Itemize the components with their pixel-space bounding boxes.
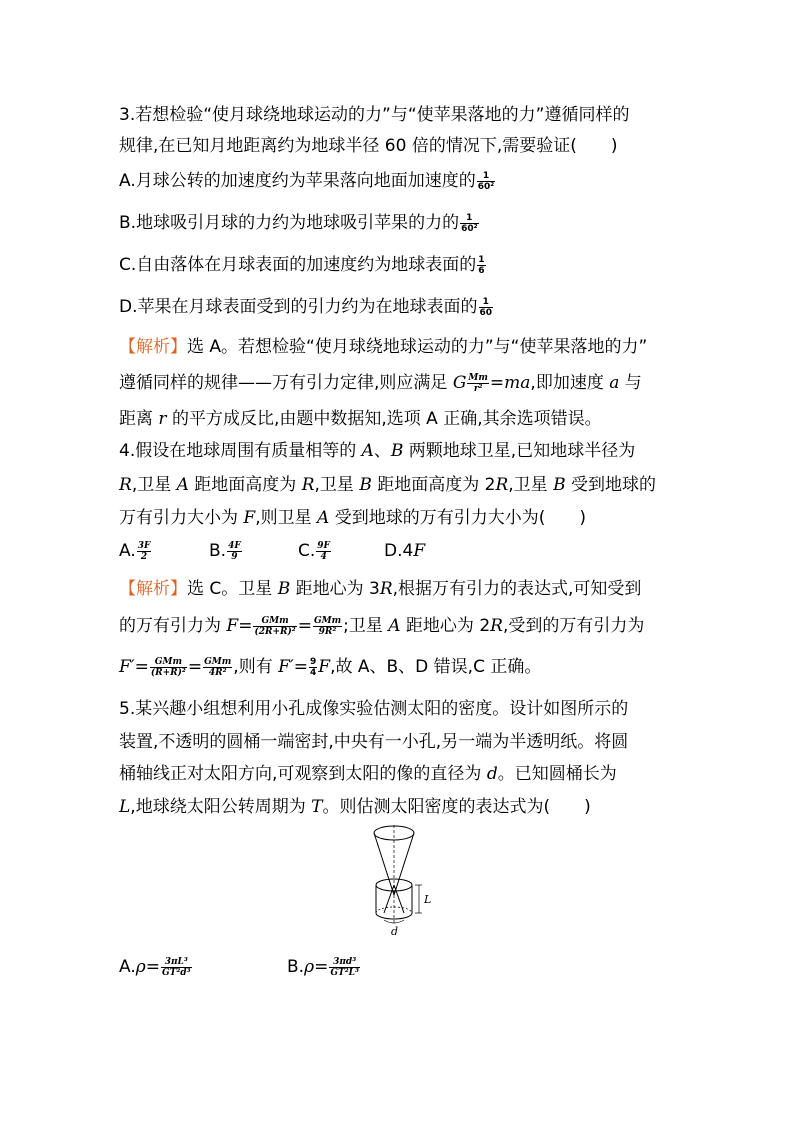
- math-var: L: [119, 797, 131, 817]
- fraction: [313, 616, 342, 637]
- q5-stem-text: 。则估测太阳密度的表达式为( ): [322, 797, 591, 817]
- q4-stem-text: 4.假设在地球周围有质量相等的: [119, 441, 362, 461]
- analysis-text: 选 A。若想检验“使月球绕地球运动的力”与“使苹果落地的力”: [187, 337, 648, 357]
- q4-option-d: [384, 540, 425, 562]
- q4-stem-line3: [119, 507, 586, 529]
- fraction-numerator: GMm: [253, 616, 296, 627]
- option-text: C.自由落体在月球表面的加速度约为地球表面的: [119, 255, 477, 275]
- math-var: F′: [278, 657, 294, 677]
- math-var: B: [390, 441, 404, 461]
- q5-options: [119, 956, 361, 978]
- fraction: [477, 255, 485, 276]
- math-var: B: [277, 579, 291, 599]
- analysis-text: 的万有引力为: [119, 616, 227, 636]
- math-var: F: [226, 616, 239, 636]
- option-label: C.: [298, 541, 316, 561]
- q4-option-b: [209, 540, 298, 562]
- fig-label-L: L: [424, 893, 432, 906]
- q4-stem-text: ,卫星: [508, 475, 554, 495]
- math-var: ρ: [304, 957, 315, 977]
- math-var: F′: [119, 657, 135, 677]
- math-var: G: [452, 373, 467, 393]
- fraction: [161, 957, 192, 978]
- math-var: R: [119, 475, 132, 495]
- q3-option-c: [119, 254, 487, 276]
- math-var: F: [413, 541, 426, 561]
- fraction: [227, 541, 242, 562]
- q3-stem-line2: [119, 135, 618, 157]
- q4-stem-text: 距地面高度为 2: [371, 475, 496, 495]
- equals-sign: =: [145, 957, 160, 977]
- q3-option-a: [119, 170, 496, 192]
- analysis-text: ,即加速度: [530, 373, 610, 393]
- q4-analysis-line1: [119, 578, 641, 600]
- fraction-denominator: 4: [320, 551, 327, 562]
- fraction-numerator: 9F: [317, 540, 330, 551]
- option-label: A.: [119, 541, 136, 561]
- q4-stem-text: 受到地球的: [565, 475, 656, 495]
- fraction-numerator: GMm: [150, 657, 187, 668]
- fraction-numerator: GMm: [204, 656, 232, 667]
- fraction-numerator: Mm: [468, 372, 488, 383]
- q5-stem-line1: [119, 698, 628, 720]
- q3-stem-line1: [119, 104, 629, 126]
- q4-stem-line1: [119, 440, 635, 462]
- option-label: A.: [119, 957, 136, 977]
- fraction-numerator: 9: [310, 656, 317, 667]
- fraction-denominator: 60²: [461, 223, 478, 234]
- option-label: D.4: [384, 541, 414, 561]
- analysis-text: ,根据万有引力的表达式,可知受到: [392, 579, 642, 599]
- fraction-numerator: GMm: [313, 615, 342, 626]
- fraction-numerator: 3F: [137, 540, 151, 551]
- fraction-numerator: 1: [479, 297, 494, 308]
- q3-option-d: [119, 296, 494, 318]
- q5-stem-text: 。已知圆桶长为: [497, 764, 617, 784]
- fraction-denominator: (2R+R)²: [254, 626, 296, 637]
- cone-right-edge: [394, 833, 414, 895]
- math-var: a: [609, 373, 620, 393]
- q3-analysis-line2: [119, 372, 642, 394]
- fraction: [479, 297, 494, 318]
- q4-stem-text: 、: [373, 441, 391, 461]
- q4-stem-text: 两颗地球卫星,已知地球半径为: [403, 441, 636, 461]
- q4-options: [119, 540, 425, 562]
- q5-stem-line2: [119, 731, 628, 753]
- fraction-denominator: 4: [310, 667, 317, 678]
- option-text: B.地球吸引月球的力约为地球吸引苹果的力的: [119, 213, 460, 233]
- pinhole-cylinder-diagram: [366, 823, 442, 941]
- q5-option-a: [119, 956, 287, 978]
- q3-analysis-line3: [119, 408, 602, 430]
- q3-stem-text: 规律,在已知月地距离约为地球半径 60 倍的情况下,需要验证( ): [119, 136, 618, 156]
- q4-option-c: [298, 540, 384, 562]
- fraction-denominator: 2: [140, 551, 148, 562]
- analysis-text: ,则有: [233, 657, 279, 677]
- math-var: R: [490, 616, 503, 636]
- q4-stem-text: 距地面高度为: [188, 475, 302, 495]
- analysis-text: =: [489, 373, 505, 393]
- math-var: ma: [504, 373, 531, 393]
- fraction-numerator: 4F: [228, 540, 241, 551]
- equals-sign: =: [297, 616, 312, 636]
- q4-stem-text: 受到地球的万有引力大小为( ): [329, 508, 586, 528]
- fig-label-d: d: [391, 925, 399, 938]
- math-var: F: [243, 508, 256, 528]
- fraction-denominator: 9R²: [318, 626, 337, 637]
- math-var: A: [176, 475, 189, 495]
- q5-stem-text: 装置,不透明的圆桶一端密封,中央有一小孔,另一端为半透明纸。将圆: [119, 732, 629, 752]
- analysis-text: 遵循同样的规律——万有引力定律,则应满足: [119, 373, 453, 393]
- q5-stem-line3: [119, 763, 617, 785]
- q5-stem-line4: [119, 796, 591, 818]
- q3-option-b: [119, 212, 480, 234]
- analysis-text: 距离: [119, 409, 159, 429]
- fraction: [150, 657, 187, 678]
- analysis-text: 选 C。卫星: [187, 579, 278, 599]
- fraction-numerator: 1: [460, 213, 478, 224]
- fraction-denominator: (R+R)²: [150, 667, 186, 678]
- fraction-numerator: 1: [478, 254, 485, 265]
- analysis-text: 距地心为 3: [290, 579, 380, 599]
- analysis-tag: 【解析】: [119, 337, 187, 357]
- equals-sign: =: [238, 616, 253, 636]
- math-var: R: [379, 579, 393, 599]
- option-label: B.: [287, 957, 305, 977]
- math-var: F: [318, 657, 331, 677]
- fraction: [329, 957, 360, 978]
- fraction-numerator: 1: [477, 171, 495, 182]
- q4-option-a: [119, 540, 209, 562]
- option-text: A.月球公转的加速度约为苹果落向地面加速度的: [119, 171, 476, 191]
- fraction-denominator: r²: [473, 383, 483, 394]
- math-var: B: [553, 475, 566, 495]
- q5-stem-text: ,地球绕太阳公转周期为: [130, 797, 312, 817]
- fraction-denominator: GT²L³: [330, 967, 359, 978]
- fraction-denominator: 60²: [477, 181, 495, 192]
- fraction: [316, 541, 331, 562]
- fraction: [467, 373, 489, 394]
- q4-stem-text: 万有引力大小为: [119, 508, 244, 528]
- q4-stem-text: ,卫星: [131, 475, 177, 495]
- math-var: ρ: [135, 957, 146, 977]
- q3-stem-text: 3.若想检验“使月球绕地球运动的力”与“使苹果落地的力”遵循同样的: [119, 105, 630, 125]
- analysis-text: 距地心为 2: [400, 616, 491, 636]
- math-var: B: [359, 475, 372, 495]
- q4-analysis-line2: [119, 615, 644, 637]
- fraction: [137, 541, 152, 562]
- math-var: A: [317, 508, 330, 528]
- fraction: [309, 657, 317, 678]
- math-var: d: [486, 764, 498, 784]
- fraction-numerator: 3πd³: [329, 957, 360, 968]
- q5-option-b: [287, 956, 361, 978]
- analysis-text: 的平方成反比,由题中数据知,选项 A 正确,其余选项错误。: [166, 409, 602, 429]
- fraction-denominator: 60: [479, 307, 493, 318]
- fraction-numerator: 3πL³: [161, 957, 192, 968]
- math-var: A: [388, 616, 401, 636]
- q4-stem-text: ,卫星: [314, 475, 360, 495]
- fraction: [253, 616, 296, 637]
- equals-sign: =: [314, 957, 329, 977]
- equals-sign: =: [187, 657, 203, 677]
- q5-stem-text: 桶轴线正对太阳方向,可观察到太阳的像的直径为: [119, 764, 487, 784]
- math-var: A: [361, 441, 374, 461]
- analysis-text: 与: [619, 373, 642, 393]
- fraction-denominator: 6: [478, 265, 485, 276]
- q4-stem-line2: [119, 474, 656, 496]
- math-var: T: [311, 797, 323, 817]
- option-text: D.苹果在月球表面受到的引力约为在地球表面的: [119, 297, 478, 317]
- image-right-ray: [394, 885, 404, 913]
- q5-stem-text: 5.某兴趣小组想利用小孔成像实验估测太阳的密度。设计如图所示的: [119, 699, 629, 719]
- image-left-ray: [384, 885, 394, 913]
- fraction-denominator: 9: [231, 551, 238, 562]
- fraction: [460, 213, 478, 234]
- math-var: r: [158, 409, 167, 429]
- q4-analysis-line3: [119, 656, 541, 678]
- equals-sign: =: [134, 657, 149, 677]
- analysis-tag: 【解析】: [119, 579, 187, 599]
- analysis-text: ,故 A、B、D 错误,C 正确。: [330, 657, 542, 677]
- fraction: [477, 171, 495, 192]
- fraction-denominator: 4R²: [208, 667, 227, 678]
- q3-analysis-line1: [119, 336, 647, 358]
- math-var: R: [495, 475, 509, 495]
- equals-sign: =: [293, 657, 309, 677]
- analysis-text: ;卫星: [343, 616, 389, 636]
- fraction: [203, 657, 232, 678]
- option-label: B.: [209, 541, 227, 561]
- math-var: R: [301, 475, 315, 495]
- fraction-denominator: GT²d³: [161, 967, 191, 978]
- q4-stem-text: ,则卫星: [255, 508, 318, 528]
- analysis-text: ,受到的万有引力为: [502, 616, 645, 636]
- cone-left-edge: [374, 833, 394, 895]
